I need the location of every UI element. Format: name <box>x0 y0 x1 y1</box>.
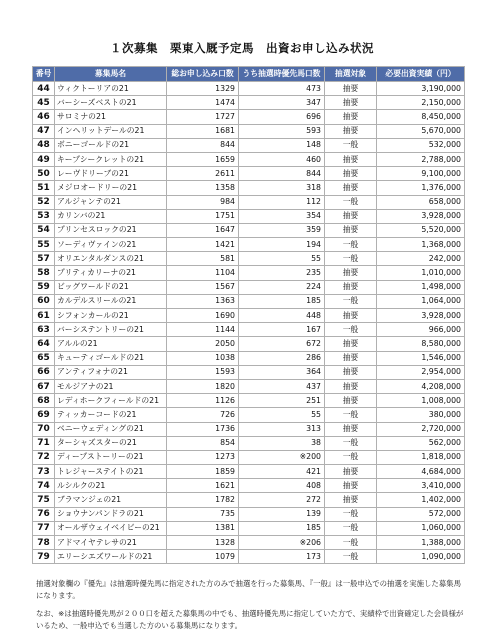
required-record: 380,000 <box>377 408 465 422</box>
required-record: 2,954,000 <box>377 365 465 379</box>
priority-units: 224 <box>239 280 325 294</box>
lottery-target: 一般 <box>325 507 377 521</box>
lottery-target: 抽要 <box>325 493 377 507</box>
horse-name: アルジャンテの21 <box>55 195 167 209</box>
total-units: 1126 <box>167 394 239 408</box>
total-units: 581 <box>167 252 239 266</box>
required-record: 8,580,000 <box>377 337 465 351</box>
row-number: 70 <box>33 422 55 436</box>
table-row <box>33 294 465 308</box>
row-number: 54 <box>33 223 55 237</box>
row-number: 57 <box>33 252 55 266</box>
required-record: 1,064,000 <box>377 294 465 308</box>
horse-name: トレジャーステイトの21 <box>55 465 167 479</box>
row-number: 52 <box>33 195 55 209</box>
lottery-target: 抽要 <box>325 365 377 379</box>
table-row <box>33 195 465 209</box>
horse-name: アンティフォナの21 <box>55 365 167 379</box>
horse-name: プリンセスロックの21 <box>55 223 167 237</box>
lottery-target: 抽要 <box>325 351 377 365</box>
total-units: 1736 <box>167 422 239 436</box>
priority-units: 437 <box>239 379 325 393</box>
priority-units: 313 <box>239 422 325 436</box>
row-number: 68 <box>33 394 55 408</box>
header-lottery-target: 抽選対象 <box>325 67 377 82</box>
horse-name: カリンバの21 <box>55 209 167 223</box>
lottery-target: 抽要 <box>325 422 377 436</box>
row-number: 50 <box>33 167 55 181</box>
priority-units: 359 <box>239 223 325 237</box>
priority-units: 354 <box>239 209 325 223</box>
required-record: 8,450,000 <box>377 110 465 124</box>
total-units: 1690 <box>167 309 239 323</box>
row-number: 60 <box>33 294 55 308</box>
row-number: 79 <box>33 550 55 564</box>
row-number: 64 <box>33 337 55 351</box>
row-number: 66 <box>33 365 55 379</box>
total-units: 1328 <box>167 536 239 550</box>
row-number: 49 <box>33 152 55 166</box>
priority-units: 408 <box>239 479 325 493</box>
header-number: 番号 <box>33 67 55 82</box>
table-row <box>33 266 465 280</box>
priority-units: 364 <box>239 365 325 379</box>
required-record: 3,928,000 <box>377 309 465 323</box>
table-row <box>33 379 465 393</box>
row-number: 58 <box>33 266 55 280</box>
total-units: 1421 <box>167 238 239 252</box>
table-row <box>33 280 465 294</box>
horse-name: オリエンタルダンスの21 <box>55 252 167 266</box>
row-number: 59 <box>33 280 55 294</box>
total-units: 1567 <box>167 280 239 294</box>
total-units: 1782 <box>167 493 239 507</box>
table-row <box>33 493 465 507</box>
required-record: 1,090,000 <box>377 550 465 564</box>
lottery-target: 一般 <box>325 323 377 337</box>
priority-units: 473 <box>239 82 325 96</box>
priority-units: 286 <box>239 351 325 365</box>
priority-units: 696 <box>239 110 325 124</box>
horse-name: ショウナンパンドラの21 <box>55 507 167 521</box>
table-header-row <box>33 67 465 82</box>
row-number: 78 <box>33 536 55 550</box>
lottery-target: 抽要 <box>325 266 377 280</box>
table-row <box>33 422 465 436</box>
lottery-target: 抽要 <box>325 152 377 166</box>
lottery-target: 抽要 <box>325 209 377 223</box>
row-number: 53 <box>33 209 55 223</box>
lottery-target: 抽要 <box>325 82 377 96</box>
horse-name: アルルの21 <box>55 337 167 351</box>
required-record: 242,000 <box>377 252 465 266</box>
total-units: 1381 <box>167 521 239 535</box>
priority-units: 448 <box>239 309 325 323</box>
priority-units: 148 <box>239 138 325 152</box>
table-body <box>33 82 465 564</box>
total-units: 1363 <box>167 294 239 308</box>
priority-units: 844 <box>239 167 325 181</box>
priority-units: 460 <box>239 152 325 166</box>
total-units: 726 <box>167 408 239 422</box>
required-record: 1,368,000 <box>377 238 465 252</box>
header-priority-units: うち抽選時優先馬口数 <box>239 67 325 82</box>
page-title: １次募集 栗東入厩予定馬 出資お申し込み状況 <box>110 41 374 55</box>
horse-name: ターシャズスターの21 <box>55 436 167 450</box>
row-number: 55 <box>33 238 55 252</box>
lottery-target: 一般 <box>325 550 377 564</box>
total-units: 1079 <box>167 550 239 564</box>
total-units: 1038 <box>167 351 239 365</box>
lottery-target: 一般 <box>325 521 377 535</box>
lottery-target: 抽要 <box>325 223 377 237</box>
priority-units: 235 <box>239 266 325 280</box>
table-row <box>33 408 465 422</box>
lottery-target: 抽要 <box>325 167 377 181</box>
table-row <box>33 465 465 479</box>
lottery-target: 一般 <box>325 195 377 209</box>
priority-units: 38 <box>239 436 325 450</box>
total-units: 1273 <box>167 450 239 464</box>
table-row <box>33 450 465 464</box>
horse-name: モルジアナの21 <box>55 379 167 393</box>
lottery-target: 抽要 <box>325 110 377 124</box>
priority-units: 55 <box>239 252 325 266</box>
row-number: 48 <box>33 138 55 152</box>
priority-units: 593 <box>239 124 325 138</box>
table-row <box>33 238 465 252</box>
table-row <box>33 223 465 237</box>
total-units: 1144 <box>167 323 239 337</box>
horse-name: キューティゴールドの21 <box>55 351 167 365</box>
total-units: 1681 <box>167 124 239 138</box>
total-units: 1859 <box>167 465 239 479</box>
required-record: 966,000 <box>377 323 465 337</box>
lottery-target: 一般 <box>325 450 377 464</box>
total-units: 1474 <box>167 96 239 110</box>
priority-units: 347 <box>239 96 325 110</box>
horse-name: ティッカーコードの21 <box>55 408 167 422</box>
row-number: 76 <box>33 507 55 521</box>
total-units: 1751 <box>167 209 239 223</box>
row-number: 73 <box>33 465 55 479</box>
priority-units: 185 <box>239 521 325 535</box>
horse-name: ウィクトーリアの21 <box>55 82 167 96</box>
required-record: 1,498,000 <box>377 280 465 294</box>
horse-name: ブラマンジェの21 <box>55 493 167 507</box>
lottery-target: 抽要 <box>325 465 377 479</box>
row-number: 63 <box>33 323 55 337</box>
required-record: 3,410,000 <box>377 479 465 493</box>
lottery-target: 抽要 <box>325 309 377 323</box>
application-status-table <box>32 66 465 564</box>
required-record: 532,000 <box>377 138 465 152</box>
horse-name: メジロオードリーの21 <box>55 181 167 195</box>
total-units: 2611 <box>167 167 239 181</box>
row-number: 44 <box>33 82 55 96</box>
required-record: 1,060,000 <box>377 521 465 535</box>
row-number: 69 <box>33 408 55 422</box>
lottery-target: 抽要 <box>325 479 377 493</box>
priority-units: ※200 <box>239 450 325 464</box>
required-record: 3,928,000 <box>377 209 465 223</box>
total-units: 1820 <box>167 379 239 393</box>
table-row <box>33 337 465 351</box>
required-record: 1,008,000 <box>377 394 465 408</box>
priority-units: 55 <box>239 408 325 422</box>
priority-units: 173 <box>239 550 325 564</box>
total-units: 2050 <box>167 337 239 351</box>
header-required-record: 必要出資実績（円） <box>377 67 465 82</box>
lottery-target: 抽要 <box>325 394 377 408</box>
table-row <box>33 365 465 379</box>
row-number: 51 <box>33 181 55 195</box>
required-record: 1,376,000 <box>377 181 465 195</box>
required-record: 1,818,000 <box>377 450 465 464</box>
priority-units: 251 <box>239 394 325 408</box>
footnote-1: 抽選対象欄の『優先』は抽選時優先馬に指定された方のみで抽選を行った募集馬、『一般』は一般申込での抽選を実施した募集馬になります。 <box>36 579 461 600</box>
required-record: 9,100,000 <box>377 167 465 181</box>
table-row <box>33 550 465 564</box>
priority-units: ※206 <box>239 536 325 550</box>
priority-units: 421 <box>239 465 325 479</box>
horse-name: ディープストーリーの21 <box>55 450 167 464</box>
total-units: 1621 <box>167 479 239 493</box>
lottery-target: 抽要 <box>325 280 377 294</box>
priority-units: 194 <box>239 238 325 252</box>
row-number: 46 <box>33 110 55 124</box>
required-record: 1,388,000 <box>377 536 465 550</box>
horse-name: バーシーズベストの21 <box>55 96 167 110</box>
table-row <box>33 521 465 535</box>
table-row <box>33 82 465 96</box>
table-row <box>33 252 465 266</box>
total-units: 735 <box>167 507 239 521</box>
horse-name: バーシステントリーの21 <box>55 323 167 337</box>
required-record: 562,000 <box>377 436 465 450</box>
row-number: 65 <box>33 351 55 365</box>
horse-name: ビッグワールドの21 <box>55 280 167 294</box>
table-row <box>33 351 465 365</box>
required-record: 1,546,000 <box>377 351 465 365</box>
horse-name: オールザウェイベイビーの21 <box>55 521 167 535</box>
horse-name: エリーシエズワールドの21 <box>55 550 167 564</box>
horse-name: シフォンカールの21 <box>55 309 167 323</box>
lottery-target: 一般 <box>325 536 377 550</box>
total-units: 1647 <box>167 223 239 237</box>
required-record: 5,520,000 <box>377 223 465 237</box>
horse-name: サロミナの21 <box>55 110 167 124</box>
footnotes <box>36 578 466 638</box>
row-number: 45 <box>33 96 55 110</box>
horse-name: プリティカリーナの21 <box>55 266 167 280</box>
required-record: 1,402,000 <box>377 493 465 507</box>
row-number: 71 <box>33 436 55 450</box>
footnote-2: なお、※は抽選時優先馬が２００口を超えた募集馬の中でも、抽選時優先馬に指定していた方で、実績枠で出資確定した会員様がいるため、一般申込でも当選した方のいる募集馬になります。 <box>36 609 464 630</box>
priority-units: 167 <box>239 323 325 337</box>
priority-units: 112 <box>239 195 325 209</box>
horse-name: ソーディヴァインの21 <box>55 238 167 252</box>
row-number: 77 <box>33 521 55 535</box>
table-row <box>33 507 465 521</box>
row-number: 61 <box>33 309 55 323</box>
total-units: 1727 <box>167 110 239 124</box>
total-units: 1593 <box>167 365 239 379</box>
required-record: 2,788,000 <box>377 152 465 166</box>
table-row <box>33 323 465 337</box>
horse-name: レーヴドリーブの21 <box>55 167 167 181</box>
row-number: 72 <box>33 450 55 464</box>
required-record: 3,190,000 <box>377 82 465 96</box>
row-number: 47 <box>33 124 55 138</box>
required-record: 5,670,000 <box>377 124 465 138</box>
priority-units: 318 <box>239 181 325 195</box>
total-units: 854 <box>167 436 239 450</box>
lottery-target: 一般 <box>325 252 377 266</box>
horse-name: レディホークフィールドの21 <box>55 394 167 408</box>
lottery-target: 一般 <box>325 408 377 422</box>
header-horse-name: 募集馬名 <box>55 67 167 82</box>
total-units: 844 <box>167 138 239 152</box>
required-record: 2,150,000 <box>377 96 465 110</box>
table-row <box>33 124 465 138</box>
table-row <box>33 110 465 124</box>
required-record: 658,000 <box>377 195 465 209</box>
required-record: 572,000 <box>377 507 465 521</box>
lottery-target: 一般 <box>325 138 377 152</box>
table-row <box>33 536 465 550</box>
total-units: 1329 <box>167 82 239 96</box>
lottery-target: 一般 <box>325 436 377 450</box>
header-total-units: 総お申し込み口数 <box>167 67 239 82</box>
priority-units: 272 <box>239 493 325 507</box>
table-row <box>33 394 465 408</box>
lottery-target: 抽要 <box>325 96 377 110</box>
horse-name: ベニーウェディングの21 <box>55 422 167 436</box>
table-row <box>33 96 465 110</box>
required-record: 2,720,000 <box>377 422 465 436</box>
lottery-target: 一般 <box>325 294 377 308</box>
table-row <box>33 436 465 450</box>
table-row <box>33 167 465 181</box>
priority-units: 185 <box>239 294 325 308</box>
table-row <box>33 209 465 223</box>
table-row <box>33 479 465 493</box>
lottery-target: 抽要 <box>325 124 377 138</box>
table-row <box>33 309 465 323</box>
required-record: 4,684,000 <box>377 465 465 479</box>
priority-units: 139 <box>239 507 325 521</box>
table-row <box>33 138 465 152</box>
table-row <box>33 152 465 166</box>
table-row <box>33 181 465 195</box>
total-units: 1104 <box>167 266 239 280</box>
total-units: 1659 <box>167 152 239 166</box>
total-units: 1358 <box>167 181 239 195</box>
lottery-target: 抽要 <box>325 337 377 351</box>
lottery-target: 抽要 <box>325 379 377 393</box>
horse-name: カルデルスリールの21 <box>55 294 167 308</box>
lottery-target: 抽要 <box>325 181 377 195</box>
required-record: 1,010,000 <box>377 266 465 280</box>
row-number: 75 <box>33 493 55 507</box>
required-record: 4,208,000 <box>377 379 465 393</box>
horse-name: アドマイヤテレサの21 <box>55 536 167 550</box>
priority-units: 672 <box>239 337 325 351</box>
row-number: 74 <box>33 479 55 493</box>
total-units: 984 <box>167 195 239 209</box>
horse-name: インヘリットデールの21 <box>55 124 167 138</box>
horse-name: ボニーゴールドの21 <box>55 138 167 152</box>
horse-name: キープシークレットの21 <box>55 152 167 166</box>
row-number: 67 <box>33 379 55 393</box>
horse-name: ルシルクの21 <box>55 479 167 493</box>
lottery-target: 一般 <box>325 238 377 252</box>
